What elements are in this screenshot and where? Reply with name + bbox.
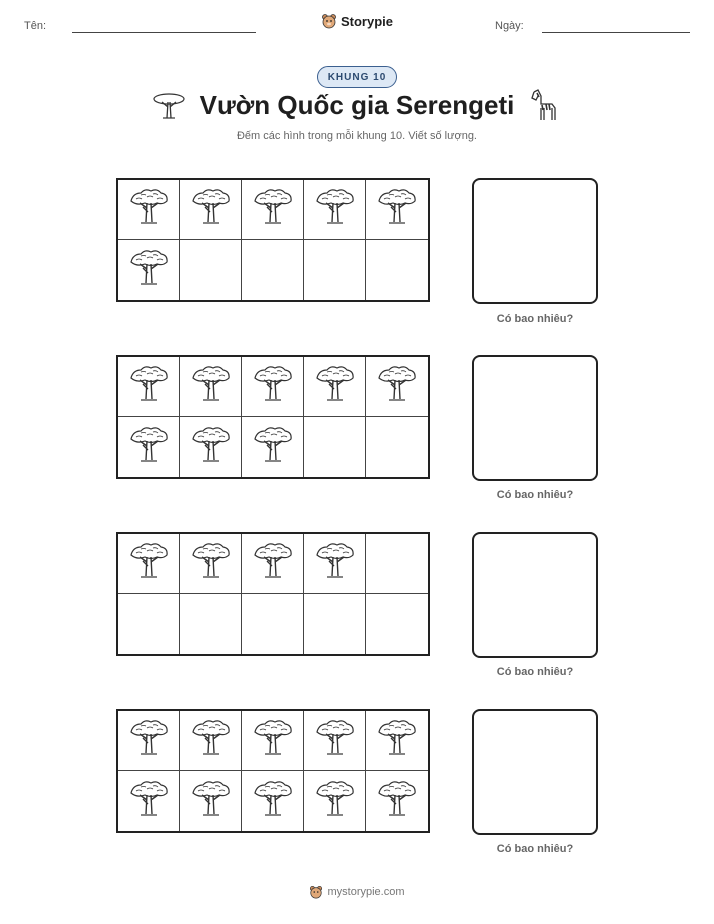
frame-cell [242,180,304,240]
bear-mascot-icon [309,885,323,899]
acacia-tree-icon [127,247,171,294]
brand-name: Storypie [340,13,393,29]
acacia-tree-icon [152,90,186,120]
frame-cell [118,417,180,477]
acacia-tree-icon [251,363,295,410]
frame-cell [304,711,366,771]
frame-cell [304,357,366,417]
zebra-icon [528,88,562,122]
name-label: Tên: [24,20,47,32]
acacia-tree-icon [127,363,171,410]
acacia-tree-icon [313,363,357,410]
question-label-3: Có bao nhiêu? [496,666,574,678]
acacia-tree-icon [251,424,295,471]
acacia-tree-icon [313,717,357,764]
acacia-tree-icon [127,540,171,587]
page-title: Vườn Quốc gia Serengeti [199,89,515,120]
ten-frame-4 [116,709,430,833]
frame-cell [304,534,366,594]
title-row [0,88,714,122]
acacia-tree-icon [189,363,233,410]
frame-cell [180,534,242,594]
acacia-tree-icon [375,363,419,410]
frame-cell [304,594,366,654]
acacia-tree-icon [251,540,295,587]
acacia-tree-icon [375,778,419,825]
answer-box-4[interactable] [472,709,598,835]
brand-logo [0,13,714,29]
instructions: Đếm các hình trong mỗi khung 10. Viết số lượng. [236,130,477,142]
acacia-tree-icon [127,186,171,233]
frame-cell [118,594,180,654]
acacia-tree-icon [127,424,171,471]
acacia-tree-icon [127,778,171,825]
footer-url: mystorypie.com [327,886,405,898]
frame-cell [304,180,366,240]
frame-cell [242,711,304,771]
date-label: Ngày: [495,20,524,32]
frame-cell [366,357,428,417]
acacia-tree-icon [251,717,295,764]
frame-cell [242,594,304,654]
date-line[interactable] [542,32,690,33]
frame-cell [180,771,242,831]
acacia-tree-icon [189,717,233,764]
frame-cell [180,357,242,417]
frame-cell [366,594,428,654]
frame-cell [118,357,180,417]
ten-frame-2 [116,355,430,479]
frame-cell [118,240,180,300]
frame-cell [242,417,304,477]
answer-box-3[interactable] [472,532,598,658]
frame-cell [180,711,242,771]
acacia-tree-icon [313,540,357,587]
question-label-1: Có bao nhiêu? [496,313,574,325]
frame-cell [304,240,366,300]
acacia-tree-icon [189,778,233,825]
ten-frame-3 [116,532,430,656]
frame-cell [242,771,304,831]
acacia-tree-icon [189,424,233,471]
frame-cell [118,180,180,240]
frame-cell [366,417,428,477]
frame-cell [242,534,304,594]
acacia-tree-icon [251,778,295,825]
frame-cell [242,240,304,300]
frame-cell [180,180,242,240]
frame-cell [180,417,242,477]
frame-cell [366,534,428,594]
acacia-tree-icon [127,717,171,764]
frame-cell [180,594,242,654]
acacia-tree-icon [189,186,233,233]
acacia-tree-icon [375,717,419,764]
ten-frame-1 [116,178,430,302]
frame-cell [366,711,428,771]
frame-cell [180,240,242,300]
frame-cell [304,771,366,831]
acacia-tree-icon [251,186,295,233]
answer-box-1[interactable] [472,178,598,304]
frame-cell [118,771,180,831]
frame-cell [366,180,428,240]
frame-cell [118,711,180,771]
bear-mascot-icon [321,13,337,29]
acacia-tree-icon [375,186,419,233]
acacia-tree-icon [313,778,357,825]
frame-cell [366,771,428,831]
frame-cell [242,357,304,417]
acacia-tree-icon [189,540,233,587]
frame-cell [304,417,366,477]
answer-box-2[interactable] [472,355,598,481]
frame-cell [118,534,180,594]
question-label-4: Có bao nhiêu? [496,843,574,855]
worksheet-type-badge: KHUNG 10 [317,66,398,88]
footer [0,885,714,899]
acacia-tree-icon [313,186,357,233]
frame-cell [366,240,428,300]
question-label-2: Có bao nhiêu? [496,489,574,501]
name-line[interactable] [72,32,256,33]
